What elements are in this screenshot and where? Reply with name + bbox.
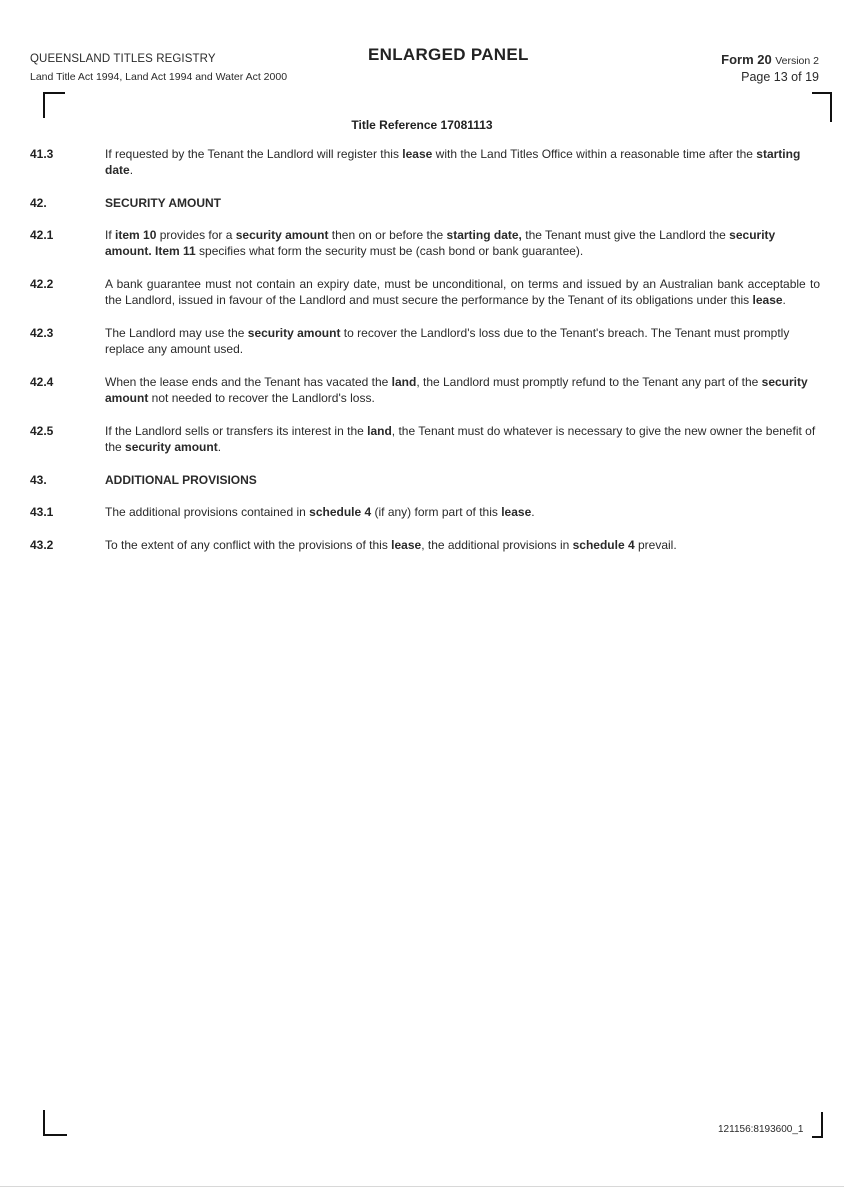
clause-number: 42.1 <box>30 228 54 242</box>
text-run: The Landlord may use the <box>105 326 248 340</box>
defined-term: lease <box>752 293 783 307</box>
clause-number: 42.2 <box>30 277 54 291</box>
clause <box>30 276 820 308</box>
text-run: If requested by the Tenant the Landlord will register this <box>105 147 403 161</box>
defined-term: schedule 4 <box>572 538 635 552</box>
clause-text <box>105 504 820 520</box>
text-run: . <box>129 163 134 177</box>
section-heading <box>30 472 820 488</box>
clause-text <box>105 146 820 178</box>
document-id: 121156:8193600_1 <box>718 1124 804 1135</box>
text-run: If <box>105 228 116 242</box>
defined-term: starting date, <box>446 228 522 242</box>
title-reference: Title Reference 17081113 <box>351 118 493 132</box>
corner-mark-bottom-right <box>812 1112 823 1138</box>
text-run: To the extent of any conflict with the provisions of this <box>105 538 392 552</box>
text-run: provides for a <box>156 228 236 242</box>
text-run: not needed to recover the Landlord's loss. <box>148 391 375 405</box>
governing-acts: Land Title Act 1994, Land Act 1994 and Water Act 2000 <box>30 71 288 83</box>
defined-term: lease <box>402 147 433 161</box>
text-run: with the Land Titles Office within a reasonable time after the <box>432 147 757 161</box>
clause <box>30 423 820 455</box>
clause-text <box>105 423 820 455</box>
text-run: to recover the Landlord's loss due to the Tenant's breach. The Tenant must promptly replace any amount used. <box>105 326 790 356</box>
page-bottom-edge <box>0 1186 844 1187</box>
page-number: Page 13 of 19 <box>741 70 819 84</box>
clause-text <box>105 276 820 308</box>
clause <box>30 146 820 178</box>
clause-number: 42.5 <box>30 424 54 438</box>
text-run: , the Landlord must promptly refund to the Tenant any part of the <box>416 375 762 389</box>
form-label: Form 20 <box>721 52 772 67</box>
clause-text <box>105 227 820 259</box>
text-run: the Tenant must give the Landlord the <box>521 228 730 242</box>
text-run: (if any) form part of this <box>371 505 502 519</box>
form-line <box>721 52 819 69</box>
header-left <box>30 50 287 86</box>
text-run: If the Landlord sells or transfers its interest in the <box>105 424 368 438</box>
text-run: , the Tenant must do whatever is necessary to give the new owner the benefit of the <box>105 424 816 454</box>
defined-term: item 10 <box>115 228 157 242</box>
text-run: , the additional provisions in <box>421 538 573 552</box>
panel-title: ENLARGED PANEL <box>368 45 529 64</box>
clause <box>30 374 820 406</box>
text-run: . <box>217 440 222 454</box>
defined-term: Item 11 <box>155 244 196 258</box>
clause-text <box>105 325 820 357</box>
defined-term: land <box>367 424 392 438</box>
text-run: then on or before the <box>328 228 447 242</box>
text-run: When the lease ends and the Tenant has vacated the <box>105 375 392 389</box>
defined-term: security amount <box>235 228 329 242</box>
defined-term: security amount. <box>105 228 776 258</box>
text-run: The additional provisions contained in <box>105 505 310 519</box>
clause <box>30 325 820 357</box>
defined-term: security amount <box>125 440 218 454</box>
clause-number: 43.1 <box>30 505 54 519</box>
clause-number: 43.2 <box>30 538 54 552</box>
text-run: prevail. <box>634 538 677 552</box>
clause-number: 42. <box>30 196 47 210</box>
clause-text <box>105 537 820 553</box>
defined-term: security amount <box>247 326 341 340</box>
defined-term: lease <box>391 538 422 552</box>
text-run: specifies what form the security must be (cash bond or bank guarantee). <box>195 244 584 258</box>
section-title: SECURITY AMOUNT <box>105 196 222 210</box>
text-run: . <box>531 505 535 519</box>
clause-number: 43. <box>30 473 47 487</box>
defined-term: schedule 4 <box>309 505 372 519</box>
clause <box>30 227 820 259</box>
text-run: A bank guarantee must not contain an expiry date, must be unconditional, on terms and issued by an Australian bank acceptable to the Landlord, issued in favour of the Landlord and must secure the performance by the Tenant of its obligations under this <box>105 277 820 307</box>
corner-mark-bottom-left <box>43 1110 67 1136</box>
version-label: Version 2 <box>775 55 819 67</box>
header-right <box>721 52 819 85</box>
clause-number: 41.3 <box>30 147 54 161</box>
corner-mark-top-left <box>43 92 65 118</box>
clause-number: 42.3 <box>30 326 54 340</box>
section-heading <box>30 195 820 211</box>
clause-list <box>30 146 820 570</box>
clause <box>30 504 820 520</box>
defined-term: land <box>391 375 417 389</box>
clause-text <box>105 374 820 406</box>
defined-term: lease <box>501 505 532 519</box>
defined-term: security amount <box>105 375 808 405</box>
registry-name: QUEENSLAND TITLES REGISTRY <box>30 53 216 65</box>
clause <box>30 537 820 553</box>
text-run: . <box>782 293 786 307</box>
defined-term: starting date <box>105 147 801 177</box>
section-title: ADDITIONAL PROVISIONS <box>105 473 257 487</box>
clause-number: 42.4 <box>30 375 54 389</box>
